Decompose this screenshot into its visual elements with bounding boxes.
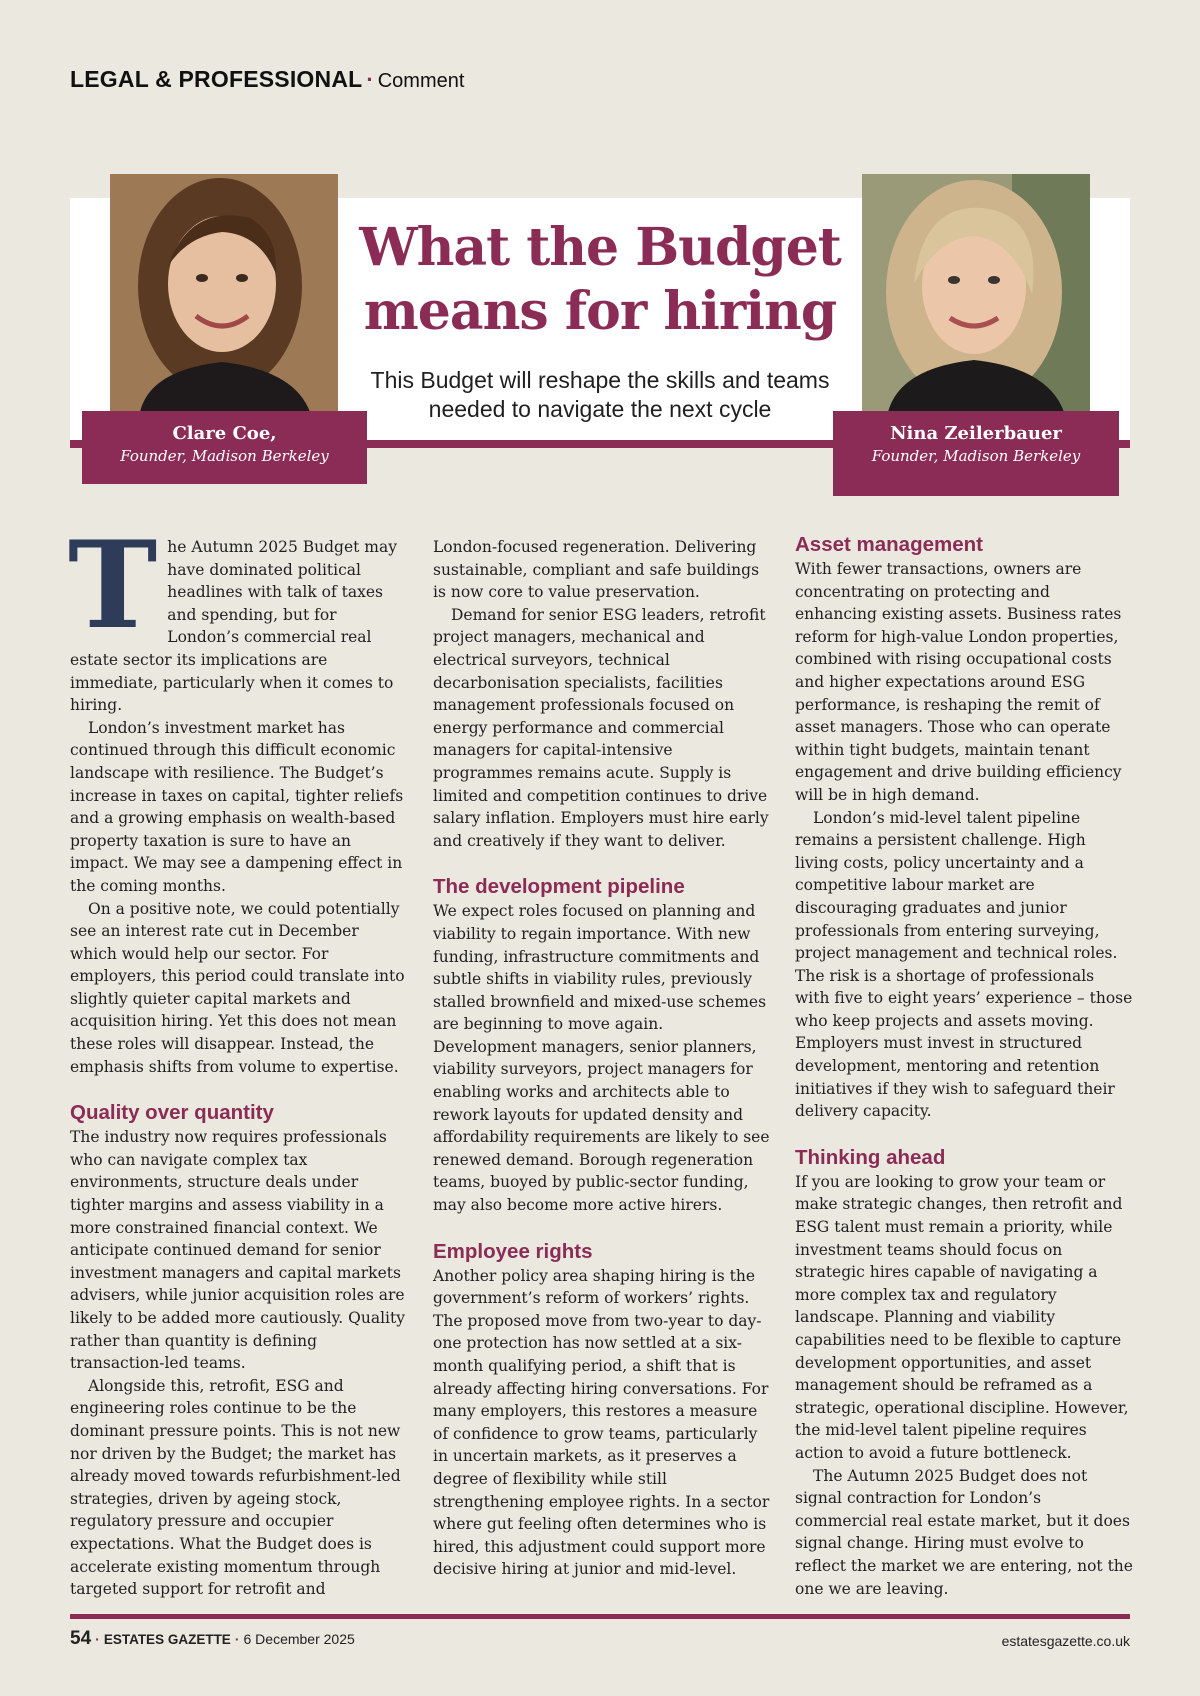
paragraph: If you are looking to grow your team or make strategic changes, then retrofit and ESG talent must remain a priority, while investment teams should focus on strategic hires capable of navigating a more complex tax and regulatory landscape. Planning and viability capabilities need to be flexible to capture development opportunities, and asset management should be reframed as a strategic, operational discipline. However, the mid-level talent pipeline requires action to avoid a future bottleneck. <box>795 1172 1129 1462</box>
paragraph: he Autumn 2025 Budget may have dominated political headlines with talk of taxes and spending, but for London’s commercial real estate sector its implications are immediate, particularly when it comes to hiring. <box>70 538 397 715</box>
author-name: Nina Zeilerbauer <box>890 423 1062 444</box>
author-name: Clare Coe, <box>172 423 277 444</box>
author-role: Founder, Madison Berkeley <box>871 447 1081 465</box>
standfirst-line: This Budget will reshape the skills and teams <box>370 367 830 393</box>
page-number: 54 <box>70 1628 92 1649</box>
article-standfirst <box>340 366 860 424</box>
section-header <box>70 66 464 93</box>
publication-url: estatesgazette.co.uk <box>1001 1633 1130 1649</box>
headline-line: means for hiring <box>363 281 837 342</box>
section-separator: · <box>366 67 374 92</box>
author-role: Founder, Madison Berkeley <box>120 447 329 465</box>
issue-date: 6 December 2025 <box>243 1631 355 1647</box>
article-column-1 <box>68 515 408 1601</box>
paragraph: Alongside this, retrofit, ESG and engineering roles continue to be the dominant pressure points. This is not new nor driven by the Budget; the market has already moved towards refurbishment-led strategies, driven by ageing stock, regulatory pressure and occupier expectations. What the Budget does is accelerate existing momentum through targeted support for retrofit and <box>70 1376 401 1599</box>
paragraph: London-focused regeneration. Delivering sustainable, compliant and safe buildings is now core to value preservation. <box>433 538 760 602</box>
subheading: Thinking ahead <box>795 1145 946 1169</box>
drop-cap: T <box>68 515 158 656</box>
subheading: Quality over quantity <box>70 1101 274 1125</box>
subheading: Asset management <box>795 533 983 556</box>
headline-line: What the Budget <box>359 217 841 278</box>
article-column-2 <box>433 536 771 1581</box>
author-photo-clare-coe <box>110 174 338 412</box>
paragraph: We expect roles focused on planning and viability to regain importance. With new funding, infrastructure commitments and subtle shifts in viability rules, previously stalled brownfield and mixed-use schemes are beginning to move again. Development managers, senior planners, viability surveyors, project managers for enabling works and architects able to rework layouts for updated density and affordability requirements are likely to see renewed demand. Borough regeneration teams, buoyed by public-sector funding, may also become more active hirers. <box>433 902 770 1215</box>
article-column-3 <box>795 532 1133 1600</box>
author-caption-nina-zeilerbauer <box>833 411 1119 496</box>
author-caption-clare-coe <box>82 411 367 484</box>
publication-name: ESTATES GAZETTE <box>103 1632 231 1647</box>
author-photo-nina-zeilerbauer <box>862 174 1090 412</box>
footer-rule <box>70 1614 1130 1619</box>
subheading: Employee rights <box>433 1239 593 1263</box>
section-name: LEGAL & PROFESSIONAL <box>70 66 363 92</box>
paragraph: On a positive note, we could potentially see an interest rate cut in December which would help our sector. For employers, this period could translate into slightly quieter capital markets and acquisition hiring. Yet this does not mean these roles will disappear. Instead, the emphasis shifts from volume to expertise. <box>70 899 405 1076</box>
footer-separator: · <box>234 1631 240 1647</box>
section-kind: Comment <box>377 70 465 92</box>
paragraph: The industry now requires professionals who can navigate complex tax environments, structure deals under tighter margins and assess viability in a more constrained financial context. We anticipate continued demand for senior investment managers and capital markets advisers, while junior acquisition roles are likely to be added more cautiously. Quality rather than quantity is defining transaction-led teams. <box>70 1128 405 1373</box>
paragraph: The Autumn 2025 Budget does not signal contraction for London’s commercial real estate market, but it does signal change. Hiring must evolve to reflect the market we are entering, not the one we are leaving. <box>795 1466 1133 1598</box>
article-headline <box>350 216 850 344</box>
paragraph: London’s mid-level talent pipeline remains a persistent challenge. High living costs, policy uncertainty and a competitive labour market are discouraging graduates and junior professionals from entering surveying, project management and technical roles. The risk is a shortage of professionals with five to eight years’ experience – those who keep projects and assets moving. Employers must invest in structured development, mentoring and retention initiatives if they wish to safeguard their delivery capacity. <box>795 808 1133 1121</box>
paragraph: Another policy area shaping hiring is the government’s reform of workers’ rights. The proposed move from two-year to day-one protection has now settled at a six-month qualifying period, a shift that is already affecting hiring conversations. For many employers, this restores a measure of confidence to grow teams, particularly in uncertain markets, as it preserves a degree of flexibility while still strengthening employee rights. In a sector where gut feeling often determines who is hired, this adjustment could support more decisive hiring at junior and mid-level. <box>433 1266 770 1579</box>
footer-separator: · <box>95 1631 100 1647</box>
subheading: The development pipeline <box>433 875 685 899</box>
paragraph: With fewer transactions, owners are concentrating on protecting and enhancing existing assets. Business rates reform for high-value London properties, combined with rising occupational costs and higher expectations around ESG performance, is reshaping the remit of asset managers. Those who can operate within tight budgets, maintain tenant engagement and drive building efficiency will be in high demand. <box>795 560 1122 804</box>
standfirst-line: needed to navigate the next cycle <box>428 396 772 422</box>
paragraph: Demand for senior ESG leaders, retrofit project managers, mechanical and electrical surveyors, technical decarbonisation specialists, facilities management professionals focused on energy performance and commercial managers for capital-intensive programmes remains acute. Supply is limited and competition continues to drive salary inflation. Employers must hire early and creatively if they want to deliver. <box>433 605 769 850</box>
paragraph: London’s investment market has continued through this difficult economic landscape with resilience. The Budget’s increase in taxes on capital, tighter reliefs and a growing emphasis on wealth-based property taxation is sure to have an impact. We may see a dampening effect in the coming months. <box>70 718 404 895</box>
page-footer <box>70 1628 355 1650</box>
